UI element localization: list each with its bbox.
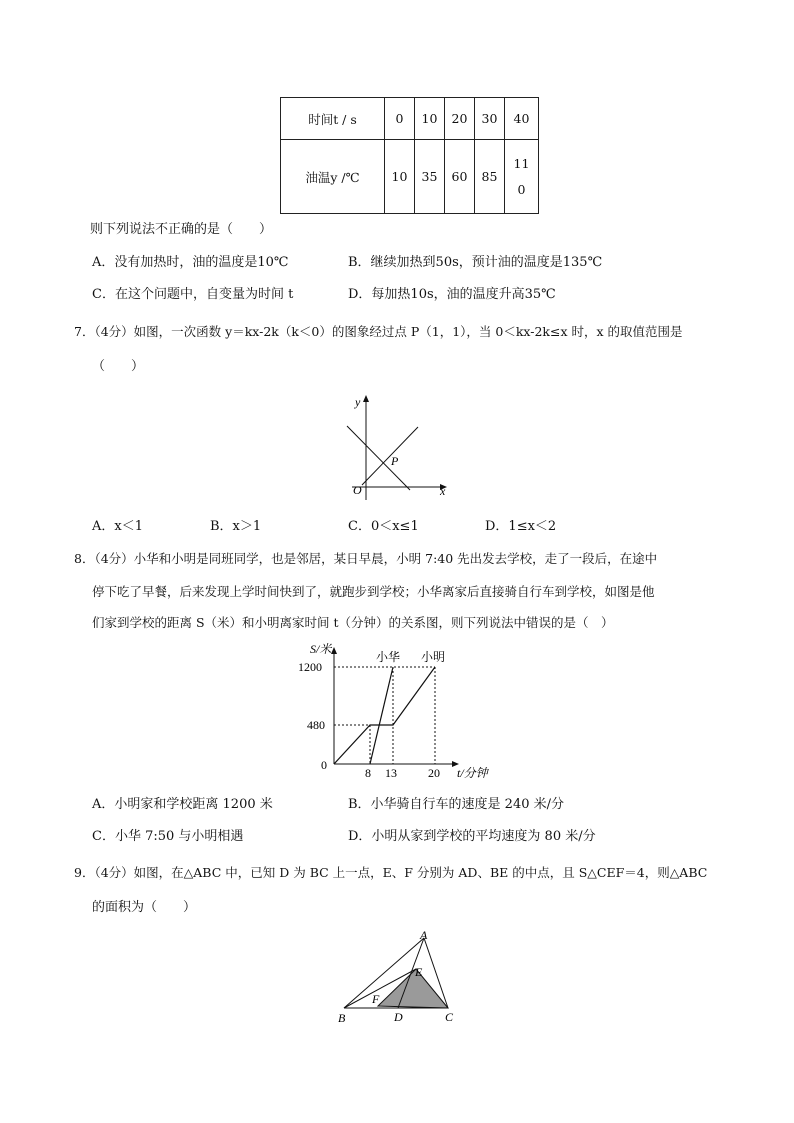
q6-question: 则下列说法不正确的是（ ）	[90, 222, 273, 237]
table-cell: 35	[415, 140, 445, 214]
series-label-xiaohua: 小华	[376, 650, 401, 664]
label-b: B	[338, 1011, 346, 1025]
label-e: E	[415, 965, 423, 979]
q6-option-d: D．每加热10s，油的温度升高35℃	[348, 287, 556, 302]
x-tick-8: 8	[365, 766, 371, 780]
table-cell-part: 0	[517, 181, 526, 197]
table-cell: 20	[445, 98, 475, 140]
table-cell: 60	[445, 140, 475, 214]
y-tick-1200: 1200	[298, 660, 322, 674]
s-axis-label: S/米	[310, 642, 332, 656]
x-label: x	[440, 484, 446, 498]
xiaoming-path	[334, 667, 435, 764]
line-kx-minus-2k	[347, 426, 410, 490]
label-c: C	[445, 1010, 454, 1024]
q8-option-b: B．小华骑自行车的速度是 240 米/分	[348, 797, 565, 812]
table-cell: 30	[475, 98, 505, 140]
q8-line-2: 停下吃了早餐，后来发现上学时间快到了，就跑步到学校；小华离家后直接骑自行车到学校，如图是他	[92, 584, 655, 599]
q8-option-d: D．小明从家到学校的平均速度为 80 米/分	[348, 829, 596, 844]
table-cell: 10	[385, 140, 415, 214]
shaded-triangle-cef	[378, 969, 448, 1008]
q6-option-a: A．没有加热时，油的温度是10℃	[92, 255, 289, 270]
t-axis-label: t/分钟	[457, 766, 488, 780]
q8-line-3: 们家到学校的距离 S（米）和小明离家时间 t（分钟）的关系图，则下列说法中错误的是（ ）	[92, 615, 614, 630]
table-row	[281, 140, 539, 214]
table-cell: 0	[385, 98, 415, 140]
q7-stem: 7．（4分）如图，一次函数 y＝kx-2k（k＜0）的图象经过点 P（1，1），当 0＜kx-2k≤x 时，x 的取值范围是	[74, 324, 683, 339]
table-cell: 85	[475, 140, 505, 214]
table-row	[281, 98, 539, 140]
label-f: F	[372, 992, 380, 1006]
table-cell	[505, 140, 539, 214]
q8-distance-time-graph	[290, 640, 510, 785]
q6-option-b: B．继续加热到50s，预计油的温度是135℃	[348, 255, 603, 270]
table-cell-part: 11	[513, 155, 530, 171]
xiaohua-path	[370, 667, 393, 764]
table-cell: 10	[415, 98, 445, 140]
label-d: D	[394, 1010, 403, 1024]
q7-option-a: A．x＜1	[92, 519, 143, 534]
q7-option-d: D．1≤x＜2	[485, 519, 557, 534]
q7-linear-function-figure	[340, 390, 460, 502]
q9-line-2: 的面积为（ ）	[92, 900, 197, 915]
x-tick-13: 13	[385, 766, 397, 780]
line-y-equals-x	[362, 427, 418, 485]
y-label: y	[355, 395, 361, 409]
q8-option-a: A．小明家和学校距离 1200 米	[92, 797, 273, 812]
q8-line-1: 8．（4分）小华和小明是同班同学，也是邻居，某日早晨，小明 7:40 先出发去学校，走了一段后，在途中	[74, 551, 658, 566]
x-tick-20: 20	[428, 766, 440, 780]
series-label-xiaoming: 小明	[421, 650, 446, 664]
q7-option-b: B．x＞1	[210, 519, 262, 534]
origin-label: 0	[321, 758, 327, 772]
oil-temperature-table	[280, 97, 539, 214]
y-tick-480: 480	[307, 718, 325, 732]
q6-option-c: C．在这个问题中，自变量为时间 t	[92, 287, 294, 302]
table-cell: 40	[505, 98, 539, 140]
table-header-cell: 油温y /℃	[281, 140, 385, 214]
q7-option-c: C．0＜x≤1	[348, 519, 419, 534]
point-p-label: P	[391, 454, 399, 468]
label-a: A	[420, 928, 428, 942]
q9-triangle-figure	[332, 928, 462, 1028]
q8-option-c: C．小华 7:50 与小明相遇	[92, 829, 244, 844]
origin-label: O	[353, 483, 362, 497]
table-header-cell: 时间t / s	[281, 98, 385, 140]
q9-line-1: 9．（4分）如图，在△ABC 中，已知 D 为 BC 上一点，E、F 分别为 AD、BE 的中点，且 S△CEF＝4，则△ABC	[74, 865, 708, 880]
q7-paren: （ ）	[92, 359, 145, 374]
